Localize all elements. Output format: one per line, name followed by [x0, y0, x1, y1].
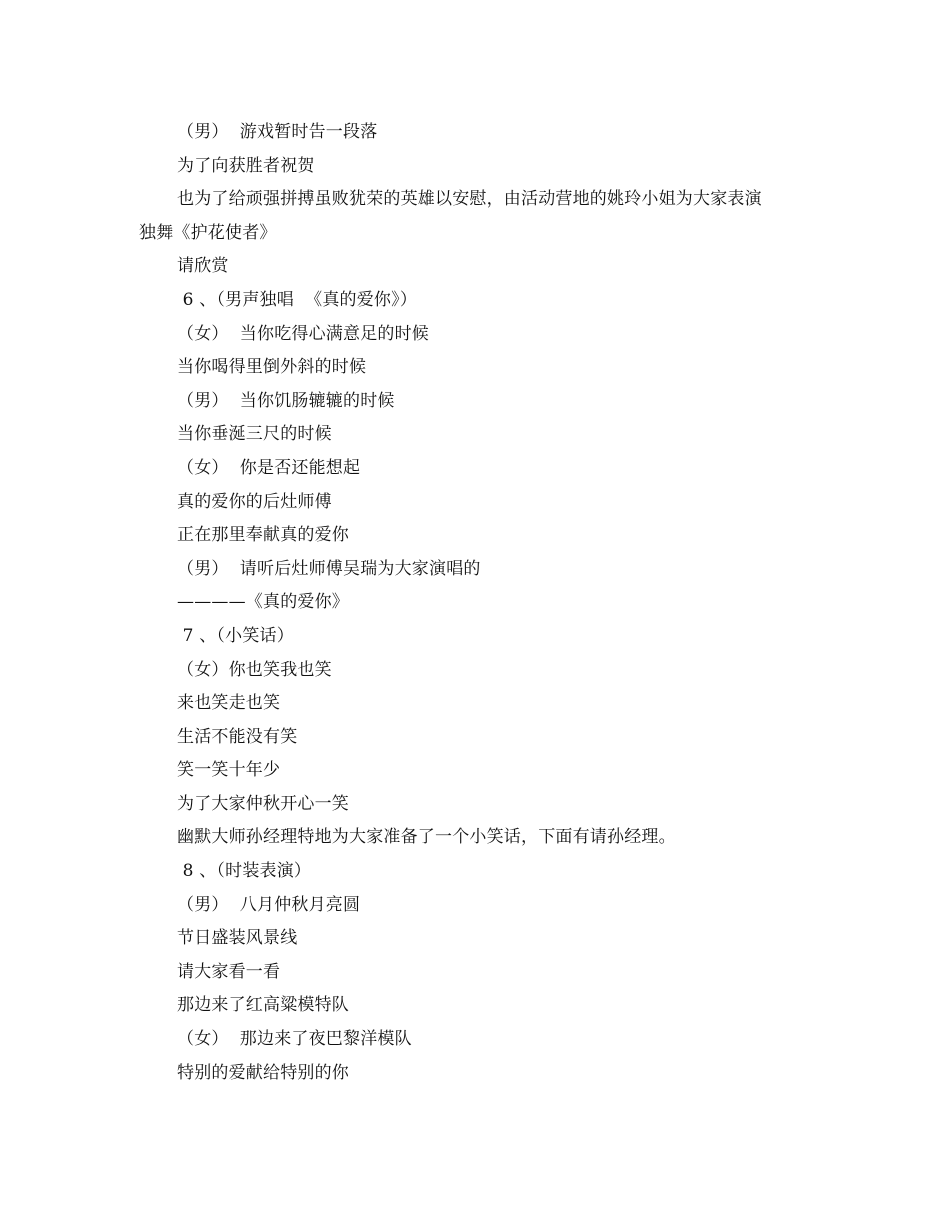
text-line: （男） 请听后灶师傅吴瑞为大家演唱的 [177, 558, 481, 579]
text-line: 正在那里奉献真的爱你 [177, 525, 349, 546]
text-line: （女） 你是否还能想起 [177, 457, 361, 478]
document-body [139, 116, 819, 1090]
text-line: 当你喝得里倒外斜的时候 [177, 357, 367, 378]
text-line: （男） 当你饥肠辘辘的时候 [177, 390, 395, 411]
text-line: 为了大家仲秋开心一笑 [177, 793, 349, 814]
section-heading: 8 、（时装表演） [177, 861, 312, 882]
text-line: 那边来了红高粱模特队 [177, 995, 349, 1016]
section-heading: 7 、（小笑话） [177, 625, 294, 646]
text-line: 幽默大师孙经理特地为大家准备了一个小笑话，下面有请孙经理。 [177, 827, 676, 848]
text-line: 为了向获胜者祝贺 [177, 155, 315, 176]
text-line: 请欣赏 [177, 256, 229, 277]
text-line: 特别的爱献给特别的你 [177, 1062, 349, 1083]
text-line: 请大家看一看 [177, 961, 281, 982]
text-line: （女） 那边来了夜巴黎洋模队 [177, 1029, 412, 1050]
text-line: 来也笑走也笑 [177, 693, 281, 714]
text-line: 当你垂涎三尺的时候 [177, 424, 332, 445]
text-line: （男） 游戏暂时告一段落 [177, 122, 378, 142]
text-line: ————《真的爱你》 [177, 592, 349, 613]
text-line: 笑一笑十年少 [177, 760, 281, 781]
text-line: 独舞《护花使者》 [139, 222, 277, 243]
section-heading: 6 、（男声独唱 《真的爱你》） [177, 289, 418, 310]
text-line: （女） 当你吃得心满意足的时候 [177, 323, 430, 344]
text-line: （男） 八月仲秋月亮圆 [177, 894, 361, 915]
text-line: 生活不能没有笑 [177, 726, 298, 747]
text-line: 节日盛装风景线 [177, 928, 298, 949]
text-line: （女）你也笑我也笑 [177, 659, 332, 680]
text-line: 真的爱你的后灶师傅 [177, 491, 332, 512]
text-line: 也为了给顽强拼搏虽败犹荣的英雄以安慰，由活动营地的姚玲小姐为大家表演 [177, 189, 762, 210]
